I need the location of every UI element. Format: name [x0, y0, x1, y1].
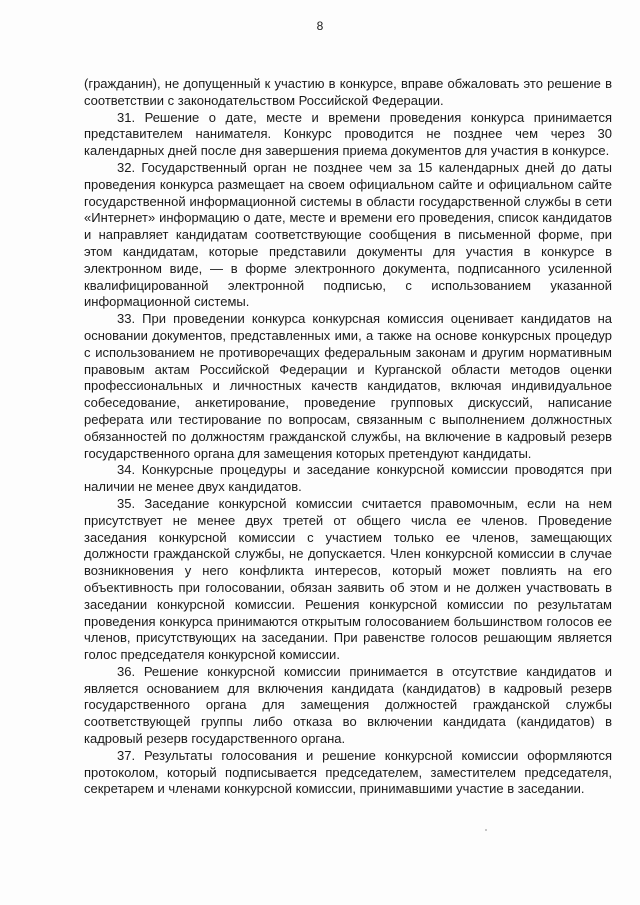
- paragraph-31: 31. Решение о дате, месте и времени проведения конкурса принимается представителем нанимателя. Конкурс проводится не позднее чем через 30 календарных дней после дня завершения приема документов для участия в конкурсе.: [84, 109, 612, 159]
- paragraph-33: 33. При проведении конкурса конкурсная комиссия оценивает кандидатов на основании документов, представленных ими, а также на основе конкурсных процедур с использованием не противоречащих федеральным законам и другим нормативным правовым актам Российской Федерации и Курганской области методов оценки профессиональных и личностных качеств кандидатов, включая индивидуальное собеседование, анкетирование, проведение групповых дискуссий, написание реферата или тестирование по вопросам, связанным с выполнением должностных обязанностей по должностям гражданской службы, на включение в кадровый резерв государственного органа для замещения которых претендуют кандидаты.: [84, 311, 612, 461]
- paragraph-37: 37. Результаты голосования и решение конкурсной комиссии оформляются протоколом, который подписывается председателем, заместителем председателя, секретарем и членами конкурсной комиссии, принимавшими участие в заседании.: [84, 747, 612, 797]
- paragraph-35: 35. Заседание конкурсной комиссии считается правомочным, если на нем присутствует не менее двух третей от общего числа ее членов. Проведение заседания конкурсной комиссии с участием только ее членов, замещающих должности гражданской службы, не допускается. Член конкурсной комиссии в случае возникновения у него конфликта интересов, который может повлиять на его объективность при голосовании, обязан заявить об этом и не должен участвовать в заседании конкурсной комиссии. Решения конкурсной комиссии по результатам проведения конкурса принимаются открытым голосованием большинством голосов ее членов, присутствующих на заседании. При равенстве голосов решающим является голос председателя конкурсной комиссии.: [84, 495, 612, 663]
- paragraph-continuation: (гражданин), не допущенный к участию в конкурсе, вправе обжаловать это решение в соответствии с законодательством Российской Федерации.: [84, 76, 612, 108]
- paragraph-32: 32. Государственный орган не позднее чем за 15 календарных дней до даты проведения конкурса размещает на своем официальном сайте и официальном сайте государственной информационной системы в области государственной службы в сети «Интернет» информацию о дате, месте и времени его проведения, список кандидатов и направляет кандидатам соответствующие сообщения в письменной форме, при этом кандидатам, которые представили документы для участия в конкурсе в электронном виде, — в форме электронного документа, подписанного усиленной квалифицированной электронной подписью, с использованием указанной информационной системы.: [84, 159, 612, 310]
- document-body: [84, 76, 612, 798]
- paragraph-34: 34. Конкурсные процедуры и заседание конкурсной комиссии проводятся при наличии не менее двух кандидатов.: [84, 462, 612, 495]
- page-number: 8: [316, 19, 324, 33]
- paragraph-36: 36. Решение конкурсной комиссии принимается в отсутствие кандидатов и является основанием для включения кандидата (кандидатов) в кадровый резерв государственного органа для замещения должностей гражданской службы соответствующей группы либо отказа во включении кандидата (кандидатов) в кадровый резерв государственного органа.: [84, 663, 612, 747]
- scan-speck: [485, 829, 487, 831]
